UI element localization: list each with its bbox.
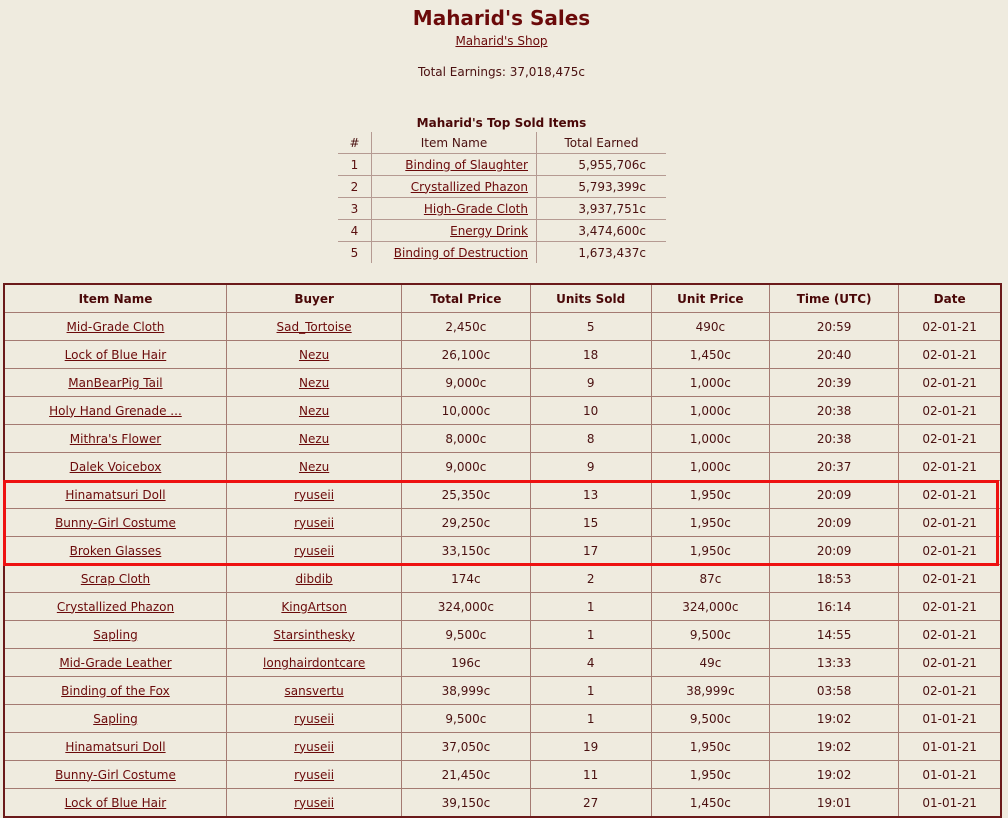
sales-header-row [4, 284, 1001, 313]
table-row [4, 789, 1001, 818]
time-cell: 13:33 [770, 649, 899, 677]
unit-price-cell: 38,999c [651, 677, 769, 705]
item-link[interactable]: Crystallized Phazon [410, 179, 528, 194]
total-price-cell: 9,000c [402, 453, 530, 481]
unit-price-cell: 1,000c [651, 397, 769, 425]
buyer-link[interactable]: longhairdontcare [263, 655, 366, 670]
item-link[interactable]: Dalek Voicebox [69, 459, 162, 474]
buyer-cell [226, 705, 401, 733]
total-price-cell: 2,450c [402, 313, 530, 341]
units-sold-cell: 4 [530, 649, 651, 677]
buyer-cell [226, 509, 401, 537]
item-link[interactable]: Hinamatsuri Doll [65, 739, 166, 754]
unit-price-cell: 1,450c [651, 789, 769, 818]
unit-price-cell: 324,000c [651, 593, 769, 621]
item-name-cell [4, 621, 226, 649]
col-units-sold: Units Sold [530, 284, 651, 313]
item-link[interactable]: Binding of Destruction [393, 245, 528, 260]
item-link[interactable]: Holy Hand Grenade ... [49, 403, 182, 418]
shop-link[interactable]: Maharid's Shop [455, 34, 548, 48]
time-cell: 20:09 [770, 509, 899, 537]
buyer-cell [226, 677, 401, 705]
time-cell: 03:58 [770, 677, 899, 705]
date-cell: 01-01-21 [899, 789, 1001, 818]
buyer-cell [226, 481, 401, 509]
table-row [4, 397, 1001, 425]
table-row [4, 677, 1001, 705]
buyer-link[interactable]: ryuseii [294, 711, 335, 726]
units-sold-cell: 9 [530, 369, 651, 397]
units-sold-cell: 10 [530, 397, 651, 425]
date-cell: 02-01-21 [899, 397, 1001, 425]
col-unit-price: Unit Price [651, 284, 769, 313]
sales-table [3, 283, 1002, 818]
col-item-name-header: Item Name [372, 132, 537, 154]
buyer-cell [226, 761, 401, 789]
time-cell: 19:02 [770, 733, 899, 761]
date-cell: 02-01-21 [899, 565, 1001, 593]
units-sold-cell: 18 [530, 341, 651, 369]
total-price-cell: 8,000c [402, 425, 530, 453]
total-earned-cell: 5,793,399c [537, 176, 667, 198]
time-cell: 20:38 [770, 397, 899, 425]
item-link[interactable]: Scrap Cloth [80, 571, 151, 586]
buyer-cell [226, 537, 401, 565]
units-sold-cell: 1 [530, 621, 651, 649]
unit-price-cell: 1,950c [651, 733, 769, 761]
item-link[interactable]: Crystallized Phazon [56, 599, 175, 614]
units-sold-cell: 17 [530, 537, 651, 565]
unit-price-cell: 1,000c [651, 425, 769, 453]
item-link[interactable]: Mid-Grade Cloth [66, 319, 165, 334]
total-price-cell: 174c [402, 565, 530, 593]
buyer-link[interactable]: ryuseii [294, 543, 335, 558]
buyer-cell [226, 369, 401, 397]
top-sold-title: Maharid's Top Sold Items [416, 116, 587, 130]
unit-price-cell: 9,500c [651, 621, 769, 649]
total-price-cell: 10,000c [402, 397, 530, 425]
item-name-cell [4, 705, 226, 733]
date-cell: 02-01-21 [899, 341, 1001, 369]
item-name-cell [372, 176, 537, 198]
item-name-cell [4, 761, 226, 789]
total-earned-cell: 1,673,437c [578, 245, 646, 260]
buyer-link[interactable]: sansvertu [284, 683, 344, 698]
units-sold-cell: 1 [530, 677, 651, 705]
date-cell: 02-01-21 [899, 313, 1001, 341]
units-sold-cell: 8 [530, 425, 651, 453]
table-row [4, 537, 1001, 565]
shop-link-container [0, 34, 1003, 48]
time-cell: 18:53 [770, 565, 899, 593]
buyer-link[interactable]: Nezu [298, 459, 330, 474]
item-link[interactable]: High-Grade Cloth [423, 201, 528, 216]
buyer-link[interactable]: Starsinthesky [273, 627, 355, 642]
time-cell: 14:55 [770, 621, 899, 649]
item-name-cell [372, 220, 537, 242]
total-earned-cell: 3,474,600c [537, 220, 667, 242]
item-link[interactable]: Binding of the Fox [61, 683, 170, 698]
total-price-cell: 21,450c [402, 761, 530, 789]
units-sold-cell: 1 [530, 593, 651, 621]
unit-price-cell: 490c [651, 313, 769, 341]
buyer-link[interactable]: Nezu [298, 347, 330, 362]
unit-price-cell: 9,500c [651, 705, 769, 733]
item-link[interactable]: Energy Drink [450, 223, 528, 238]
total-earnings: Total Earnings: 37,018,475c [417, 65, 586, 79]
table-row [4, 649, 1001, 677]
date-cell: 01-01-21 [899, 761, 1001, 789]
table-row [4, 593, 1001, 621]
item-link[interactable]: Bunny-Girl Costume [55, 767, 176, 782]
table-row [4, 733, 1001, 761]
col-rank-header: # [338, 132, 372, 154]
rank-cell: 1 [338, 154, 372, 176]
buyer-cell [226, 621, 401, 649]
total-price-cell: 9,000c [402, 369, 530, 397]
item-link[interactable]: Broken Glasses [69, 543, 162, 558]
item-link[interactable]: Mid-Grade Leather [59, 655, 172, 670]
time-cell: 20:09 [770, 481, 899, 509]
page-title: Maharid's Sales [412, 6, 591, 30]
top-sold-row [338, 220, 666, 242]
buyer-cell [226, 425, 401, 453]
col-buyer: Buyer [226, 284, 401, 313]
item-name-cell [4, 565, 226, 593]
unit-price-cell: 1,450c [651, 341, 769, 369]
item-name-cell [4, 341, 226, 369]
item-name-cell [4, 593, 226, 621]
time-cell: 19:02 [770, 705, 899, 733]
item-name-cell [4, 537, 226, 565]
units-sold-cell: 27 [530, 789, 651, 818]
top-sold-table [338, 132, 666, 263]
rank-cell: 3 [338, 198, 372, 220]
item-name-cell [372, 198, 537, 220]
table-row [4, 313, 1001, 341]
buyer-link[interactable]: Nezu [298, 375, 330, 390]
item-name-cell [4, 369, 226, 397]
item-link[interactable]: ManBearPig Tail [68, 375, 163, 390]
units-sold-cell: 15 [530, 509, 651, 537]
buyer-cell [226, 397, 401, 425]
top-sold-row [338, 198, 666, 220]
buyer-cell [226, 733, 401, 761]
table-row [4, 341, 1001, 369]
item-name-cell [4, 789, 226, 818]
total-earned-cell: 5,955,706c [537, 154, 667, 176]
date-cell: 02-01-21 [899, 453, 1001, 481]
item-name-cell [4, 453, 226, 481]
item-name-cell [4, 677, 226, 705]
buyer-link[interactable]: Nezu [298, 403, 330, 418]
table-row [4, 565, 1001, 593]
time-cell: 20:09 [770, 537, 899, 565]
item-name-cell [4, 397, 226, 425]
total-price-cell: 37,050c [402, 733, 530, 761]
item-link[interactable]: Mithra's Flower [69, 431, 162, 446]
col-time: Time (UTC) [770, 284, 899, 313]
buyer-cell [226, 789, 401, 818]
unit-price-cell: 1,950c [651, 509, 769, 537]
total-price-cell: 9,500c [402, 705, 530, 733]
date-cell: 02-01-21 [899, 593, 1001, 621]
units-sold-cell: 19 [530, 733, 651, 761]
total-price-cell: 26,100c [402, 341, 530, 369]
col-date: Date [899, 284, 1001, 313]
top-sold-row [338, 154, 666, 176]
date-cell: 02-01-21 [899, 509, 1001, 537]
table-row [4, 425, 1001, 453]
units-sold-cell: 13 [530, 481, 651, 509]
buyer-link[interactable]: KingArtson [281, 599, 347, 614]
rank-cell: 2 [338, 176, 372, 198]
date-cell: 02-01-21 [899, 649, 1001, 677]
total-price-cell: 324,000c [402, 593, 530, 621]
date-cell: 02-01-21 [899, 369, 1001, 397]
table-row [4, 621, 1001, 649]
item-name-cell [4, 649, 226, 677]
top-sold-row [338, 242, 666, 264]
item-name-cell [372, 242, 537, 264]
item-name-cell [4, 733, 226, 761]
time-cell: 19:02 [770, 761, 899, 789]
date-cell: 01-01-21 [899, 733, 1001, 761]
item-link[interactable]: Lock of Blue Hair [64, 347, 167, 362]
total-price-cell: 33,150c [402, 537, 530, 565]
unit-price-cell: 1,000c [651, 369, 769, 397]
total-price-cell: 196c [402, 649, 530, 677]
buyer-cell [226, 453, 401, 481]
table-row [4, 453, 1001, 481]
date-cell: 01-01-21 [899, 705, 1001, 733]
top-sold-row [338, 176, 666, 198]
date-cell: 02-01-21 [899, 481, 1001, 509]
buyer-cell [226, 341, 401, 369]
buyer-link[interactable]: ryuseii [294, 767, 335, 782]
buyer-link[interactable]: ryuseii [294, 515, 335, 530]
col-total-earned-header: Total Earned [537, 132, 667, 154]
item-link[interactable]: Lock of Blue Hair [64, 795, 167, 810]
unit-price-cell: 1,950c [651, 761, 769, 789]
buyer-link[interactable]: ryuseii [294, 487, 335, 502]
item-name-cell [4, 313, 226, 341]
table-row [4, 761, 1001, 789]
item-link[interactable]: Bunny-Girl Costume [55, 515, 176, 530]
item-link[interactable]: Sapling [93, 627, 138, 642]
table-row [4, 705, 1001, 733]
total-price-cell: 39,150c [402, 789, 530, 818]
date-cell: 02-01-21 [899, 537, 1001, 565]
item-name-cell [4, 481, 226, 509]
unit-price-cell: 49c [651, 649, 769, 677]
item-link[interactable]: Binding of Slaughter [405, 157, 528, 172]
total-price-cell: 29,250c [402, 509, 530, 537]
buyer-link[interactable]: Nezu [298, 431, 330, 446]
col-item-name: Item Name [4, 284, 226, 313]
item-link[interactable]: Sapling [93, 711, 138, 726]
total-earned-cell: 3,937,751c [537, 198, 667, 220]
item-name-cell [372, 154, 537, 176]
time-cell: 20:40 [770, 341, 899, 369]
buyer-cell [226, 565, 401, 593]
unit-price-cell: 1,950c [651, 537, 769, 565]
table-row [4, 481, 1001, 509]
total-price-cell: 25,350c [402, 481, 530, 509]
top-sold-header-row [338, 132, 666, 154]
buyer-cell [226, 649, 401, 677]
item-link[interactable]: Hinamatsuri Doll [65, 487, 166, 502]
units-sold-cell: 9 [530, 453, 651, 481]
time-cell: 20:59 [770, 313, 899, 341]
table-row [4, 369, 1001, 397]
total-price-cell: 9,500c [402, 621, 530, 649]
total-price-cell: 38,999c [402, 677, 530, 705]
buyer-link[interactable]: ryuseii [294, 795, 335, 810]
time-cell: 20:37 [770, 453, 899, 481]
time-cell: 19:01 [770, 789, 899, 818]
time-cell: 16:14 [770, 593, 899, 621]
date-cell: 02-01-21 [899, 425, 1001, 453]
unit-price-cell: 1,950c [651, 481, 769, 509]
units-sold-cell: 11 [530, 761, 651, 789]
table-row [4, 509, 1001, 537]
units-sold-cell: 1 [530, 705, 651, 733]
date-cell: 02-01-21 [899, 621, 1001, 649]
buyer-cell [226, 593, 401, 621]
buyer-cell [226, 313, 401, 341]
buyer-link[interactable]: ryuseii [294, 739, 335, 754]
item-name-cell [4, 509, 226, 537]
unit-price-cell: 87c [651, 565, 769, 593]
time-cell: 20:39 [770, 369, 899, 397]
rank-cell: 5 [338, 242, 372, 264]
buyer-link[interactable]: dibdib [295, 571, 333, 586]
units-sold-cell: 5 [530, 313, 651, 341]
units-sold-cell: 2 [530, 565, 651, 593]
col-total-price: Total Price [402, 284, 530, 313]
date-cell: 02-01-21 [899, 677, 1001, 705]
unit-price-cell: 1,000c [651, 453, 769, 481]
time-cell: 20:38 [770, 425, 899, 453]
rank-cell: 4 [338, 220, 372, 242]
buyer-link[interactable]: Sad_Tortoise [276, 319, 352, 334]
item-name-cell [4, 425, 226, 453]
